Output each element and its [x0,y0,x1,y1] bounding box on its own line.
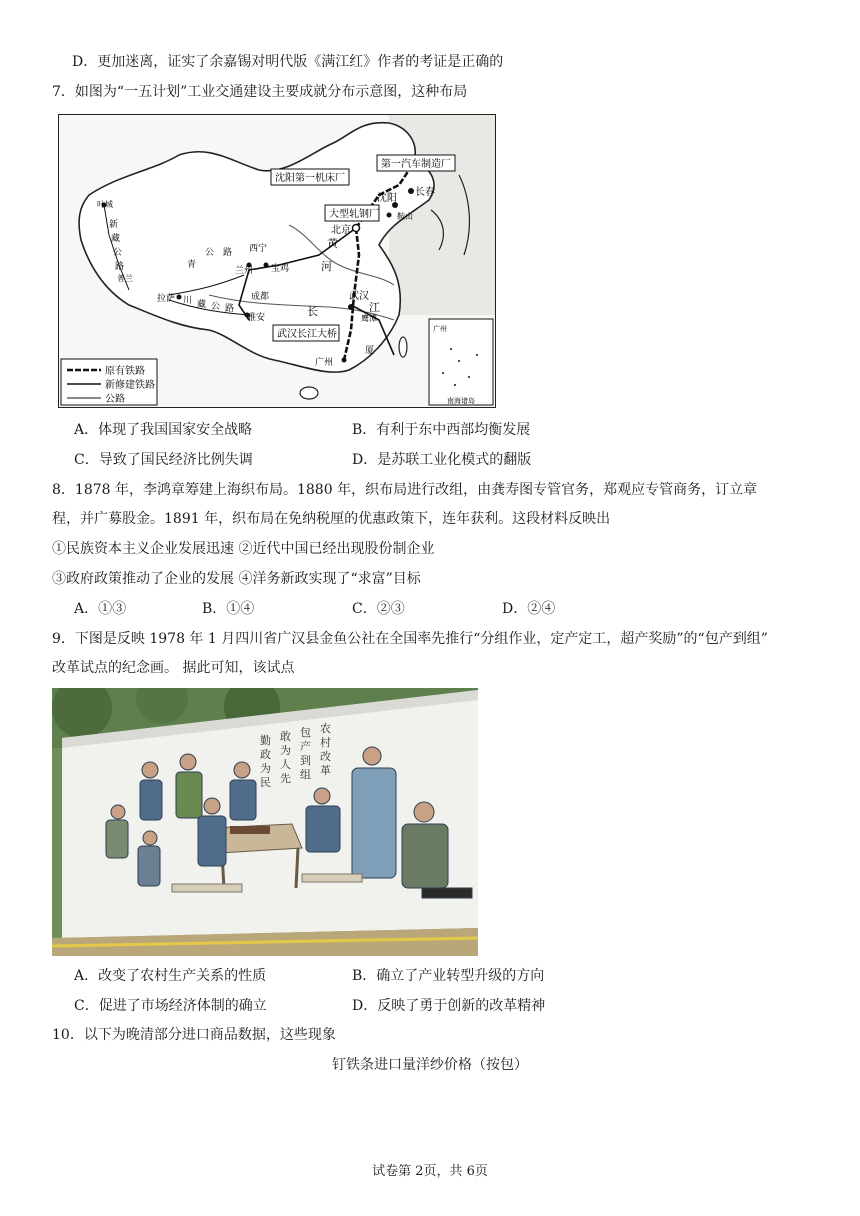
map-road-xin: 新 [109,220,119,230]
svg-text:农: 农 [320,722,331,735]
map-city-chengdu: 成都 [251,292,270,302]
q7-option-b: B．有利于东中西部均衡发展 [352,422,531,438]
map-city-changchun: 长春 [415,187,435,198]
map-city-guangzhou: 广州 [315,358,334,368]
q8-option-d: D．②④ [502,601,556,617]
map-city-beijing: 北京 [331,225,351,236]
map-road-gong3: 公 [211,302,221,312]
svg-text:产: 产 [300,740,311,753]
map-city-yaan: 雅安 [247,313,266,323]
svg-text:村: 村 [320,736,331,749]
svg-text:勤: 勤 [260,734,271,747]
map-road-lu3: 路 [225,304,235,314]
svg-text:为: 为 [280,744,291,757]
map-road-qing: 青 [187,260,197,270]
map-road-chuan: 川 [183,296,193,306]
q9-option-d: D．反映了勇于创新的改革精神 [352,998,546,1014]
q10-table-caption: 钉铁条进口量洋纱价格（按包） [332,1057,528,1073]
map-city-lasa: 拉萨 [157,294,176,304]
q7-stem: 7．如图为“一五计划”工业交通建设主要成就分布示意图，这种布局 [52,84,468,100]
map-label-faw: 第一汽车制造厂 [381,159,451,170]
map-city-xining: 西宁 [249,244,268,254]
map-road-zang: 藏 [111,234,121,244]
q9-mural-image [52,688,478,956]
legend-highway: 公路 [105,394,125,405]
map-city-lanzhou: 兰州 [235,266,254,276]
svg-text:政: 政 [260,748,271,761]
q7-option-a: A．体现了我国国家安全战略 [74,422,253,438]
svg-text:人: 人 [280,758,291,771]
map-city-shenyang: 沈阳 [377,193,397,204]
q8-line3: ①民族资本主义企业发展迅速 ②近代中国已经出现股份制企业 [52,541,435,557]
q8-line4: ③政府政策推动了企业的发展 ④洋务新政实现了“求富”目标 [52,571,421,587]
svg-text:先: 先 [280,772,291,785]
q8-line1: 8．1878 年，李鸿章筹建上海织布局。1880 年，织布局进行改组，由龚寿图专管官务，郑观应专管商务，订立章 [52,482,758,498]
legend-old-railway: 原有铁路 [105,366,145,377]
map-river-he: 河 [321,260,332,273]
svg-text:到: 到 [300,754,311,767]
inset-guangzhou: 广州 [433,325,447,333]
svg-text:组: 组 [300,768,311,781]
q10-stem: 10．以下为晚清部分进口商品数据，这些现象 [52,1027,336,1043]
map-river-jiang: 江 [369,301,380,314]
map-label-steel: 大型轧钢厂 [329,209,379,220]
q6-option-d: D．更加迷离，证实了余嘉锡对明代版《满江红》作者的考证是正确的 [72,54,504,70]
svg-text:改: 改 [320,750,331,763]
map-city-baoji: 宝鸡 [271,264,290,274]
map-label-shenyang-machine: 沈阳第一机床厂 [275,173,345,184]
q9-line1: 9．下图是反映 1978 年 1 月四川省广汉县金鱼公社在全国率先推行“分组作业，定产定工，超产奖励”的“包产到组” [52,631,768,647]
q9-line2: 改革试点的纪念画。 据此可知，该试点 [52,660,295,676]
map-city-anshan: 鞍山 [397,212,413,221]
map-city-yecheng: 叶城 [97,200,113,209]
q8-option-a: A．①③ [74,601,127,617]
map-river-chang: 长 [307,305,318,318]
svg-text:包: 包 [300,726,311,739]
q7-map [58,114,496,408]
svg-text:民: 民 [260,776,271,789]
svg-text:敢: 敢 [280,730,291,743]
map-road-lu: 路 [115,262,125,272]
map-road-gong2: 公 [205,248,215,258]
svg-text:革: 革 [320,764,331,777]
map-city-pulan: 普兰 [117,274,133,283]
inset-title: 南海诸岛 [447,397,475,405]
q7-option-c: C．导致了国民经济比例失调 [74,452,253,468]
q9-option-c: C．促进了市场经济体制的确立 [74,998,267,1014]
q8-option-c: C．②③ [352,601,405,617]
map-city-xia: 厦 [365,346,375,356]
map-road-gong: 公 [113,248,123,258]
map-city-wuhan: 武汉 [349,291,369,302]
map-river-huang: 黄 [327,237,338,250]
map-label-bridge: 武汉长江大桥 [277,329,337,340]
q9-option-a: A．改变了农村生产关系的性质 [74,968,267,984]
svg-text:为: 为 [260,762,271,775]
q9-option-b: B．确立了产业转型升级的方向 [352,968,545,984]
map-city-yingtan: 鹰潭 [361,314,377,323]
q8-option-b: B．①④ [202,601,255,617]
page-footer: 试卷第 2页，共 6页 [372,1164,488,1179]
q7-option-d: D．是苏联工业化模式的翻版 [352,452,532,468]
map-road-zang2: 藏 [197,300,207,310]
legend-new-railway: 新修建铁路 [105,380,155,391]
map-road-lu2: 路 [223,248,233,258]
q8-line2: 程，并广募股金。1891 年，织布局在免纳税厘的优惠政策下，连年获利。这段材料反映出 [52,511,611,527]
